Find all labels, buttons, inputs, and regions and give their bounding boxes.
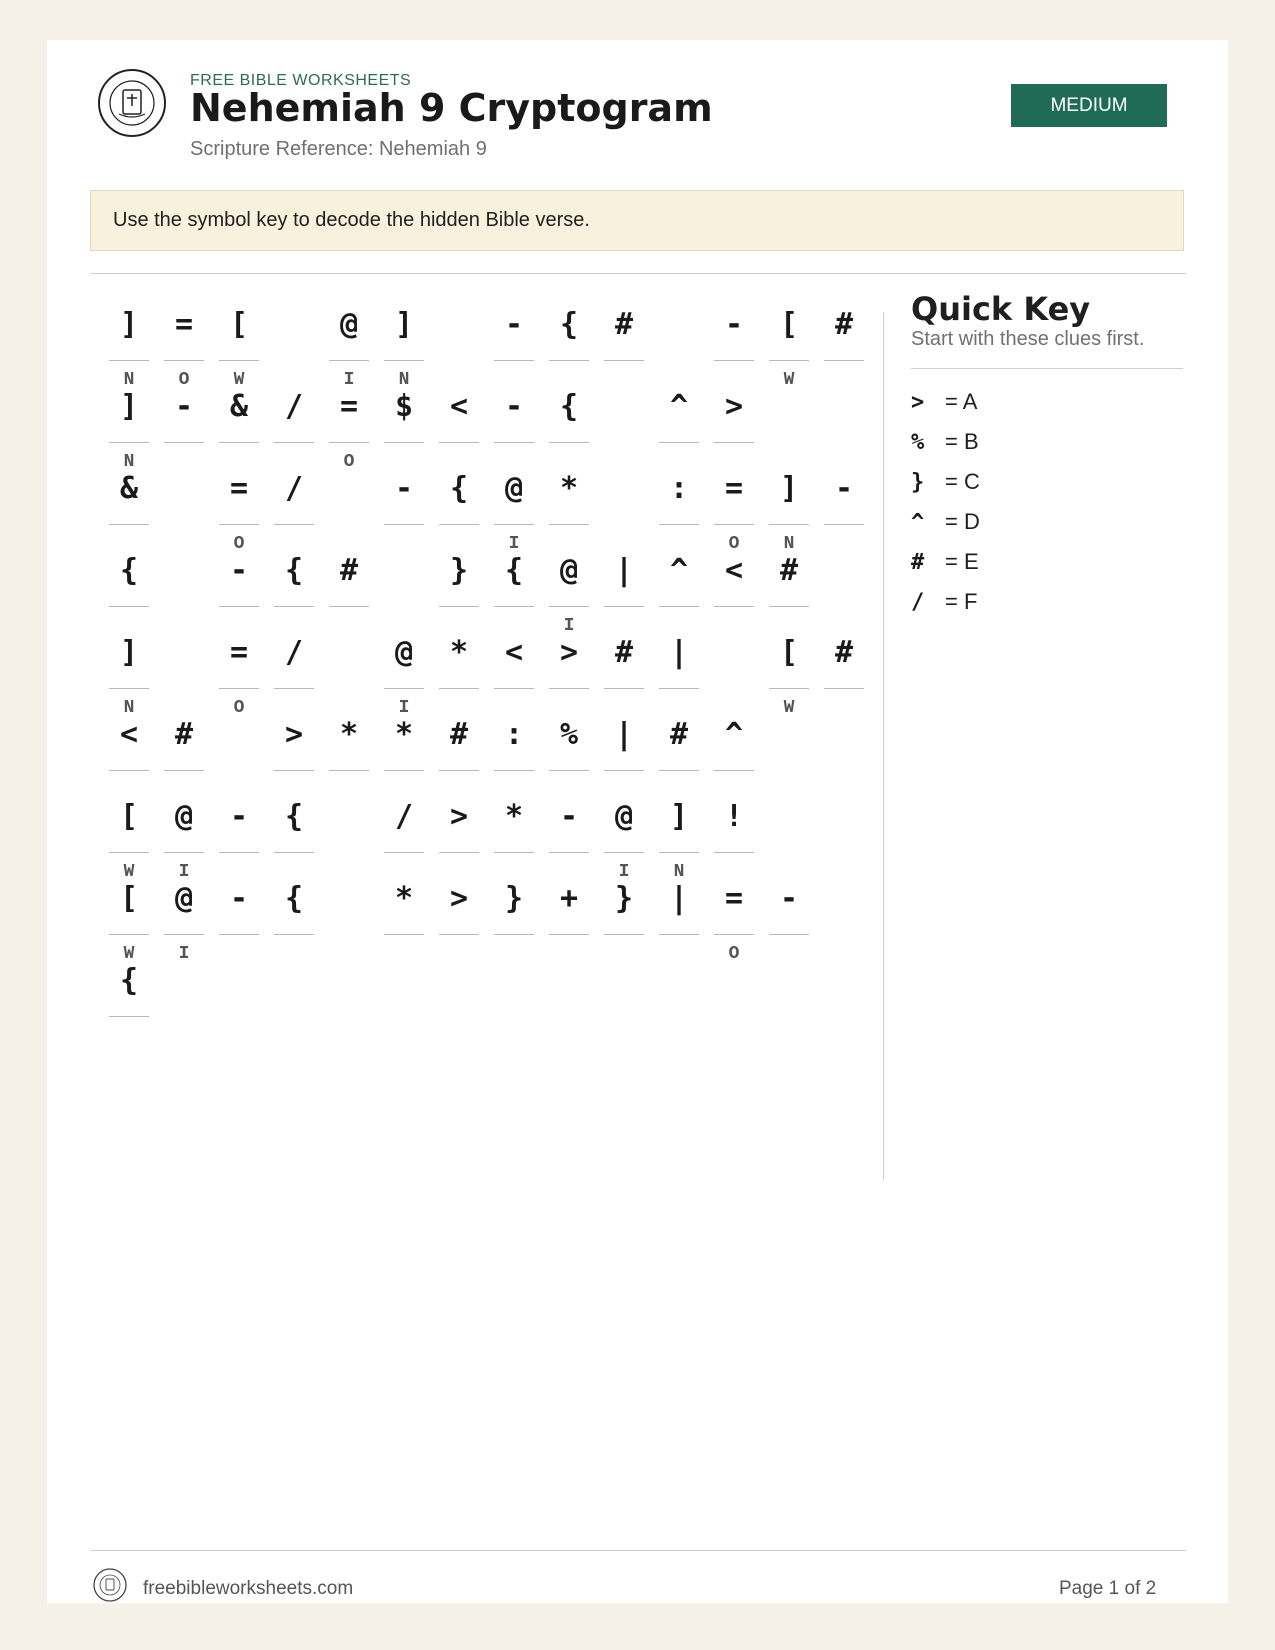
scripture-reference: Scripture Reference: Nehemiah 9 [190,138,487,160]
answer-blank[interactable] [439,934,479,935]
difficulty-badge: MEDIUM [1011,84,1167,127]
cipher-symbol: [ [119,881,139,916]
cipher-symbol: / [394,799,414,834]
answer-blank[interactable] [439,524,479,525]
answer-blank[interactable] [219,606,259,607]
answer-blank[interactable] [109,442,149,443]
footer-site-link[interactable]: freebibleworksheets.com [143,1578,354,1599]
answer-blank[interactable] [659,688,699,689]
answer-blank[interactable] [769,360,809,361]
answer-letter: O [343,452,355,472]
cipher-symbol: = [724,471,744,506]
answer-blank[interactable] [659,934,699,935]
answer-letter: O [728,534,740,554]
answer-letter [769,944,809,964]
answer-blank[interactable] [274,852,314,853]
answer-letter: N [123,698,135,718]
cipher-symbol: ^ [669,389,689,424]
answer-letter [604,944,644,964]
answer-letter: O [728,944,740,964]
answer-blank[interactable] [219,688,259,689]
cipher-symbol: - [174,389,194,424]
cipher-symbol: { [504,553,524,588]
answer-blank[interactable] [769,688,809,689]
quick-key-value: = E [945,549,979,574]
answer-blank[interactable] [714,524,754,525]
answer-blank[interactable] [659,852,699,853]
answer-letter [329,616,369,636]
answer-letter: I [178,944,190,964]
answer-blank[interactable] [549,524,589,525]
cipher-symbol: - [229,799,249,834]
answer-blank[interactable] [659,442,699,443]
answer-blank[interactable] [549,852,589,853]
answer-blank[interactable] [329,360,369,361]
answer-blank[interactable] [714,852,754,853]
answer-blank[interactable] [769,524,809,525]
cipher-symbol: ] [779,471,799,506]
cipher-symbol: | [614,553,634,588]
cipher-symbol: / [284,635,304,670]
answer-blank[interactable] [109,1016,149,1017]
answer-letter [604,370,644,390]
cipher-symbol: { [284,881,304,916]
answer-letter: I [618,862,630,882]
cipher-symbol: - [834,471,854,506]
cipher-symbol: ! [724,799,744,834]
cipher-symbol: { [449,471,469,506]
answer-letter [824,370,864,390]
answer-blank[interactable] [384,770,424,771]
instructions-text: Use the symbol key to decode the hidden Bible verse. [113,209,590,231]
answer-blank[interactable] [549,360,589,361]
answer-letter: W [783,698,795,718]
cipher-symbol: } [614,881,634,916]
answer-blank[interactable] [604,360,644,361]
answer-blank[interactable] [384,852,424,853]
cipher-symbol: = [229,471,249,506]
quick-key-item [911,382,980,422]
answer-blank[interactable] [824,688,864,689]
answer-blank[interactable] [604,934,644,935]
cipher-symbol: ] [669,799,689,834]
answer-letter [384,534,424,554]
answer-blank[interactable] [494,934,534,935]
cipher-symbol: = [229,635,249,670]
quick-key-item [911,462,980,502]
cipher-symbol: { [559,389,579,424]
answer-blank[interactable] [274,606,314,607]
answer-blank[interactable] [164,360,204,361]
answer-letter: N [398,370,410,390]
answer-blank[interactable] [384,524,424,525]
cipher-symbol: @ [559,553,579,588]
cipher-symbol: | [669,635,689,670]
footer-logo-icon [92,1567,128,1603]
quick-key-item [911,582,980,622]
cipher-symbol: & [229,389,249,424]
answer-blank[interactable] [659,606,699,607]
answer-blank[interactable] [274,688,314,689]
cipher-symbol: @ [394,635,414,670]
answer-blank[interactable] [769,934,809,935]
cipher-symbol: = [174,307,194,342]
answer-blank[interactable] [494,360,534,361]
quick-key-value: = D [945,509,980,534]
answer-letter: N [123,452,135,472]
quick-key-value: = C [945,469,980,494]
page-number: Page 1 of 2 [1059,1578,1157,1599]
quick-key-symbol: % [911,429,925,455]
answer-letter [824,698,864,718]
answer-letter [494,944,534,964]
answer-letter: N [673,862,685,882]
answer-blank[interactable] [549,770,589,771]
quick-key-divider [911,368,1183,369]
answer-blank[interactable] [384,360,424,361]
cipher-symbol: # [669,717,689,752]
answer-letter [659,944,699,964]
cipher-symbol: - [559,799,579,834]
cipher-symbol: * [449,635,469,670]
quick-key-item [911,422,980,462]
cipher-symbol: @ [174,881,194,916]
answer-blank[interactable] [494,770,534,771]
answer-blank[interactable] [549,688,589,689]
answer-blank[interactable] [714,360,754,361]
quick-key-item [911,502,980,542]
cipher-symbol: = [724,881,744,916]
answer-letter [384,944,424,964]
answer-blank[interactable] [549,934,589,935]
answer-blank[interactable] [329,770,369,771]
answer-blank[interactable] [274,934,314,935]
cipher-symbol: @ [339,307,359,342]
answer-blank[interactable] [494,442,534,443]
worksheet-page [47,40,1228,1603]
answer-letter [824,534,864,554]
cipher-symbol: < [449,389,469,424]
cipher-symbol: > [284,717,304,752]
cipher-symbol: > [449,881,469,916]
answer-blank[interactable] [494,606,534,607]
cipher-symbol: - [779,881,799,916]
cipher-symbol: ] [394,307,414,342]
page-title: Nehemiah 9 Cryptogram [190,86,713,130]
answer-letter: I [563,616,575,636]
answer-blank[interactable] [109,770,149,771]
answer-letter: O [233,534,245,554]
cipher-symbol: < [119,717,139,752]
cipher-symbol: + [559,881,579,916]
answer-blank[interactable] [439,770,479,771]
cipher-symbol: [ [229,307,249,342]
answer-letter: I [178,862,190,882]
answer-blank[interactable] [494,524,534,525]
cipher-symbol: # [449,717,469,752]
cipher-symbol: * [339,717,359,752]
answer-letter: W [233,370,245,390]
cipher-symbol: * [394,881,414,916]
cipher-symbol: # [174,717,194,752]
answer-blank[interactable] [164,770,204,771]
footer-divider [90,1550,1186,1551]
cipher-symbol: - [724,307,744,342]
answer-blank[interactable] [109,688,149,689]
answer-blank[interactable] [714,934,754,935]
cipher-symbol: | [614,717,634,752]
answer-blank[interactable] [164,934,204,935]
answer-letter: I [398,698,410,718]
answer-letter: I [343,370,355,390]
cipher-symbol: - [229,553,249,588]
cipher-symbol: # [614,307,634,342]
answer-blank[interactable] [439,852,479,853]
cipher-symbol: } [449,553,469,588]
answer-blank[interactable] [549,606,589,607]
brand-label: FREE BIBLE WORKSHEETS [190,72,412,89]
quick-key-list [911,382,980,622]
quick-key-symbol: ^ [911,509,925,535]
answer-blank[interactable] [329,606,369,607]
answer-blank[interactable] [274,524,314,525]
cipher-symbol: < [504,635,524,670]
cipher-symbol: { [284,799,304,834]
answer-blank[interactable] [384,688,424,689]
answer-blank[interactable] [219,524,259,525]
cipher-symbol: [ [119,799,139,834]
answer-blank[interactable] [714,606,754,607]
answer-blank[interactable] [164,442,204,443]
quick-key-value: = F [945,589,978,614]
cipher-symbol: $ [394,389,414,424]
answer-blank[interactable] [659,770,699,771]
quick-key-symbol: # [911,549,925,575]
answer-blank[interactable] [384,442,424,443]
cipher-symbol: ] [119,635,139,670]
answer-blank[interactable] [274,442,314,443]
cipher-symbol: - [229,881,249,916]
answer-blank[interactable] [109,524,149,525]
answer-blank[interactable] [219,442,259,443]
cipher-symbol: % [559,717,579,752]
quick-key-item [911,542,980,582]
cipher-symbol: [ [779,307,799,342]
answer-blank[interactable] [109,360,149,361]
cipher-symbol: * [559,471,579,506]
cipher-symbol: # [834,307,854,342]
cipher-symbol: } [504,881,524,916]
answer-blank[interactable] [604,770,644,771]
quick-key-symbol: / [911,589,925,615]
answer-blank[interactable] [659,524,699,525]
answer-blank[interactable] [769,606,809,607]
cipher-symbol: # [339,553,359,588]
answer-letter: N [123,370,135,390]
answer-blank[interactable] [494,852,534,853]
cipher-symbol: @ [504,471,524,506]
answer-blank[interactable] [714,442,754,443]
quick-key-value: = B [945,429,979,454]
answer-blank[interactable] [439,688,479,689]
answer-blank[interactable] [439,606,479,607]
cryptogram-grid [47,40,877,1160]
answer-letter [439,944,479,964]
cipher-symbol: [ [779,635,799,670]
quick-key-value: = A [945,389,978,414]
cipher-symbol: > [724,389,744,424]
cipher-symbol: / [284,471,304,506]
cipher-symbol: @ [614,799,634,834]
cipher-symbol: ] [119,389,139,424]
cipher-symbol: < [724,553,744,588]
answer-blank[interactable] [824,360,864,361]
answer-blank[interactable] [329,442,369,443]
answer-letter [219,944,259,964]
cipher-symbol: - [504,389,524,424]
answer-letter: O [178,370,190,390]
column-divider [883,312,884,1180]
answer-blank[interactable] [439,442,479,443]
answer-letter: W [123,944,135,964]
answer-letter: W [123,862,135,882]
answer-blank[interactable] [219,360,259,361]
cipher-symbol: # [779,553,799,588]
cipher-symbol: @ [174,799,194,834]
cipher-symbol: = [339,389,359,424]
quick-key-subtitle: Start with these clues first. [911,328,1145,350]
cipher-symbol: ] [119,307,139,342]
cipher-symbol: : [669,471,689,506]
answer-letter: W [783,370,795,390]
answer-letter: O [233,698,245,718]
answer-blank[interactable] [109,606,149,607]
cipher-symbol: { [119,553,139,588]
answer-letter [329,780,369,800]
answer-blank[interactable] [274,770,314,771]
cipher-symbol: | [669,881,689,916]
cipher-symbol: - [504,307,524,342]
answer-blank[interactable] [109,852,149,853]
cipher-symbol: # [834,635,854,670]
cipher-symbol: & [119,471,139,506]
answer-blank[interactable] [164,852,204,853]
answer-blank[interactable] [109,934,149,935]
cipher-symbol: { [284,553,304,588]
answer-blank[interactable] [604,688,644,689]
cipher-symbol: { [119,963,139,998]
answer-blank[interactable] [219,852,259,853]
answer-blank[interactable] [604,852,644,853]
answer-blank[interactable] [549,442,589,443]
cipher-symbol: / [284,389,304,424]
answer-letter [164,452,204,472]
cipher-symbol: ^ [669,553,689,588]
quick-key-symbol: > [911,389,925,415]
cipher-symbol: ^ [724,717,744,752]
answer-blank[interactable] [219,934,259,935]
answer-blank[interactable] [604,606,644,607]
answer-blank[interactable] [384,934,424,935]
answer-blank[interactable] [494,688,534,689]
answer-letter [549,944,589,964]
answer-letter [714,616,754,636]
answer-letter [274,944,314,964]
answer-letter: I [508,534,520,554]
cipher-symbol: { [559,307,579,342]
quick-key-symbol: } [911,469,925,495]
answer-letter [109,1026,149,1046]
cipher-symbol: > [449,799,469,834]
cipher-symbol: # [614,635,634,670]
answer-blank[interactable] [714,770,754,771]
quick-key-title: Quick Key [911,290,1091,328]
cipher-symbol: - [394,471,414,506]
cipher-symbol: * [504,799,524,834]
cipher-symbol: > [559,635,579,670]
answer-letter: N [783,534,795,554]
answer-blank[interactable] [824,524,864,525]
cipher-symbol: : [504,717,524,752]
cipher-symbol: * [394,717,414,752]
